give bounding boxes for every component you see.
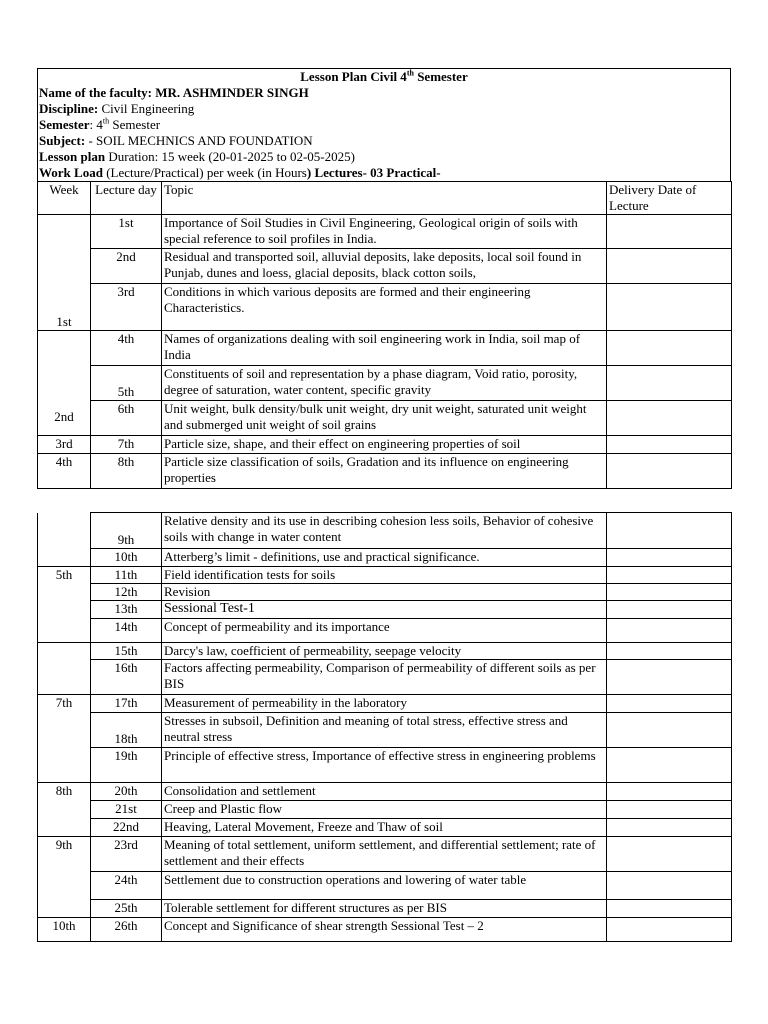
subject-line: Subject: - SOIL MECHNICS AND FOUNDATION [39,133,313,148]
table-row [38,549,732,567]
faculty-line: Name of the faculty: MR. ASHMINDER SINGH [39,85,309,100]
day-cell: 2nd [91,249,162,284]
delivery-date-cell[interactable] [607,249,732,284]
table-header-row [38,182,732,215]
col-topic: Topic [162,182,607,215]
delivery-date-cell[interactable] [607,601,732,619]
topic-cell: Consolidation and settlement [162,783,607,801]
table-row [38,567,732,584]
table-row [38,900,732,918]
lesson-plan-header [37,68,731,181]
day-cell: 18th [91,713,162,748]
day-cell: 23rd [91,837,162,872]
table-row [38,872,732,900]
week-cell: 7th [38,695,91,783]
table-row [38,436,732,454]
day-cell: 25th [91,900,162,918]
table-row [38,713,732,748]
day-cell: 5th [91,366,162,401]
topic-cell: Concept of permeability and its importance [162,619,607,643]
delivery-date-cell[interactable] [607,331,732,366]
day-cell: 9th [91,513,162,549]
lesson-plan-page-2 [37,512,731,942]
delivery-date-cell[interactable] [607,284,732,331]
table-row [38,215,732,249]
semester-line: Semester: 4th Semester [39,116,161,132]
lesson-duration-line: Lesson plan Duration: 15 week (20-01-2025 to 02-05-2025) [39,149,355,164]
day-cell: 20th [91,783,162,801]
delivery-date-cell[interactable] [607,695,732,713]
topic-cell: Creep and Plastic flow [162,801,607,819]
day-cell: 12th [91,584,162,601]
col-delivery-date: Delivery Date of Lecture [607,182,732,215]
topic-cell: Factors affecting permeability, Comparison of permeability of different soils as per BIS [162,660,607,695]
day-cell: 7th [91,436,162,454]
topic-cell: Revision [162,584,607,601]
delivery-date-cell[interactable] [607,900,732,918]
page-title: Lesson Plan Civil 4th Semester [300,68,468,84]
delivery-date-cell[interactable] [607,819,732,837]
week-cell: 8th [38,783,91,837]
lesson-plan-page-1 [37,68,731,489]
delivery-date-cell[interactable] [607,549,732,567]
table-row [38,366,732,401]
delivery-date-cell[interactable] [607,436,732,454]
day-cell: 19th [91,748,162,783]
week-cell: 1st [38,215,91,331]
topic-cell: Particle size classification of soils, Gradation and its influence on engineering properties [162,454,607,489]
day-cell: 14th [91,619,162,643]
delivery-date-cell[interactable] [607,837,732,872]
table-row [38,918,732,942]
table-row [38,601,732,619]
lesson-table-1 [37,181,732,489]
week-cell: 3rd [38,436,91,454]
col-lecture-day: Lecture day [91,182,162,215]
day-cell: 8th [91,454,162,489]
day-cell: 1st [91,215,162,249]
lesson-table-2 [37,512,732,942]
topic-cell: Principle of effective stress, Importance of effective stress in engineering problems [162,748,607,783]
delivery-date-cell[interactable] [607,801,732,819]
col-week: Week [38,182,91,215]
day-cell: 13th [91,601,162,619]
table-row [38,249,732,284]
table-row [38,837,732,872]
table-row [38,748,732,783]
delivery-date-cell[interactable] [607,584,732,601]
week-cell [38,643,91,695]
day-cell: 10th [91,549,162,567]
table-row [38,401,732,436]
delivery-date-cell[interactable] [607,748,732,783]
delivery-date-cell[interactable] [607,454,732,489]
delivery-date-cell[interactable] [607,783,732,801]
day-cell: 24th [91,872,162,900]
day-cell: 11th [91,567,162,584]
day-cell: 16th [91,660,162,695]
day-cell: 26th [91,918,162,942]
week-cell [38,513,91,567]
topic-cell: Meaning of total settlement, uniform settlement, and differential settlement; rate of settlement and their effects [162,837,607,872]
topic-cell: Field identification tests for soils [162,567,607,584]
week-cell: 9th [38,837,91,918]
day-cell: 21st [91,801,162,819]
topic-cell: Sessional Test-1 [162,601,607,619]
delivery-date-cell[interactable] [607,713,732,748]
discipline-line: Discipline: Civil Engineering [39,101,195,116]
topic-cell: Tolerable settlement for different structures as per BIS [162,900,607,918]
table-row [38,513,732,549]
table-row [38,801,732,819]
delivery-date-cell[interactable] [607,918,732,942]
topic-cell: Concept and Significance of shear strength Sessional Test – 2 [162,918,607,942]
table-row [38,643,732,660]
table-row [38,695,732,713]
delivery-date-cell[interactable] [607,215,732,249]
week-cell: 10th [38,918,91,942]
topic-cell: Measurement of permeability in the laboratory [162,695,607,713]
delivery-date-cell[interactable] [607,660,732,695]
delivery-date-cell[interactable] [607,872,732,900]
table-row [38,619,732,643]
week-cell: 2nd [38,331,91,436]
topic-cell: Conditions in which various deposits are formed and their engineering Characteristics. [162,284,607,331]
table-row [38,660,732,695]
day-cell: 15th [91,643,162,660]
table-row [38,284,732,331]
topic-cell: Constituents of soil and representation by a phase diagram, Void ratio, porosity, degree of saturation, water content, specific gravity [162,366,607,401]
day-cell: 22nd [91,819,162,837]
table-row [38,783,732,801]
week-cell: 4th [38,454,91,489]
delivery-date-cell[interactable] [607,513,732,549]
delivery-date-cell[interactable] [607,366,732,401]
table-row [38,454,732,489]
topic-cell: Names of organizations dealing with soil engineering work in India, soil map of India [162,331,607,366]
topic-cell: Relative density and its use in describing cohesion less soils, Behavior of cohesive soils with change in water content [162,513,607,549]
topic-cell: Particle size, shape, and their effect on engineering properties of soil [162,436,607,454]
topic-cell: Heaving, Lateral Movement, Freeze and Thaw of soil [162,819,607,837]
table-row [38,331,732,366]
topic-cell: Importance of Soil Studies in Civil Engineering, Geological origin of soils with special reference to soil profiles in India. [162,215,607,249]
week-cell: 5th [38,567,91,643]
topic-cell: Residual and transported soil, alluvial deposits, lake deposits, local soil found in Punjab, dunes and loess, glacial deposits, black cotton soils, [162,249,607,284]
day-cell: 4th [91,331,162,366]
delivery-date-cell[interactable] [607,643,732,660]
topic-cell: Atterberg’s limit - definitions, use and practical significance. [162,549,607,567]
topic-cell: Unit weight, bulk density/bulk unit weight, dry unit weight, saturated unit weight and submerged unit weight of soil grains [162,401,607,436]
delivery-date-cell[interactable] [607,619,732,643]
day-cell: 3rd [91,284,162,331]
workload-line: Work Load (Lecture/Practical) per week (in Hours) Lectures- 03 Practical- [39,165,441,180]
delivery-date-cell[interactable] [607,401,732,436]
topic-cell: Stresses in subsoil, Definition and meaning of total stress, effective stress and neutral stress [162,713,607,748]
topic-cell: Settlement due to construction operations and lowering of water table [162,872,607,900]
delivery-date-cell[interactable] [607,567,732,584]
day-cell: 6th [91,401,162,436]
topic-cell: Darcy's law, coefficient of permeability, seepage velocity [162,643,607,660]
day-cell: 17th [91,695,162,713]
table-row [38,584,732,601]
table-row [38,819,732,837]
